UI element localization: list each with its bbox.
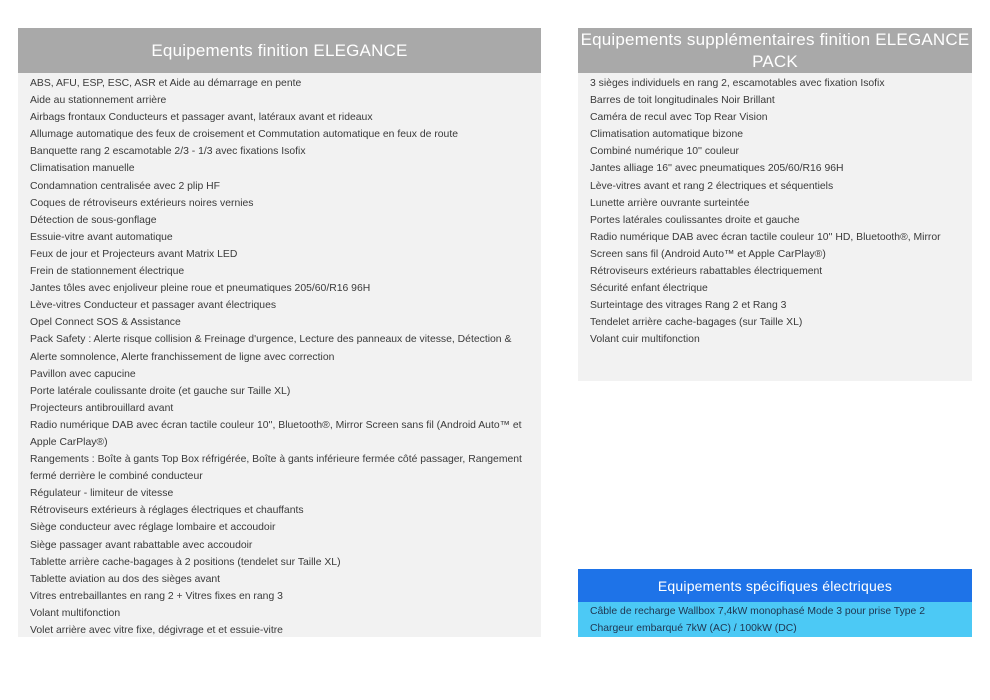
- list-item: Essuie-vitre avant automatique: [30, 231, 173, 243]
- elegance-equipment-list: [18, 73, 541, 637]
- list-item: Combiné numérique 10'' couleur: [590, 146, 739, 158]
- list-item: Portes latérales coulissantes droite et gauche: [590, 214, 800, 226]
- list-item: Banquette rang 2 escamotable 2/3 - 1/3 avec fixations Isofix: [30, 146, 306, 158]
- list-item: Radio numérique DAB avec écran tactile couleur 10'' HD, Bluetooth®, Mirror Screen sans fil (Android Auto™ et Apple CarPlay®): [590, 231, 941, 260]
- list-item: 3 sièges individuels en rang 2, escamotables avec fixation Isofix: [590, 78, 885, 89]
- list-item: Frein de stationnement électrique: [30, 266, 185, 278]
- list-item: Tablette arrière cache-bagages à 2 positions (tendelet sur Taille XL): [30, 556, 341, 568]
- list-item: Climatisation manuelle: [30, 163, 135, 175]
- list-item: Tendelet arrière cache-bagages (sur Taille XL): [590, 317, 803, 329]
- electric-equipment-panel: [578, 569, 972, 637]
- electric-equipment-list: [578, 602, 972, 637]
- list-item: Volant cuir multifonction: [590, 334, 700, 346]
- list-item: Caméra de recul avec Top Rear Vision: [590, 112, 768, 124]
- list-item: Lève-vitres avant et rang 2 électriques et séquentiels: [590, 180, 834, 192]
- list-item: Feux de jour et Projecteurs avant Matrix LED: [30, 248, 238, 260]
- elegance-pack-header: Equipements supplémentaires finition ELEGANCE PACK: [578, 28, 972, 73]
- elegance-pack-panel: [578, 28, 972, 381]
- list-item: Pack Safety : Alerte risque collision & Freinage d'urgence, Lecture des panneaux de vitesse, Détection & Alerte somnolence, Alerte franchissement de ligne avec correction: [30, 334, 512, 363]
- list-item: Jantes alliage 16'' avec pneumatiques 205/60/R16 96H: [590, 163, 844, 175]
- elegance-equipment-panel: [18, 28, 541, 637]
- list-item: Rétroviseurs extérieurs rabattables électriquement: [590, 266, 823, 278]
- list-item: Rétroviseurs extérieurs à réglages électriques et chauffants: [30, 505, 304, 517]
- list-item: Siège passager avant rabattable avec accoudoir: [30, 539, 253, 551]
- list-item: Sécurité enfant électrique: [590, 283, 708, 295]
- list-item: Coques de rétroviseurs extérieurs noires vernies: [30, 197, 254, 209]
- list-item: Barres de toit longitudinales Noir Brillant: [590, 95, 775, 107]
- list-item: Opel Connect SOS & Assistance: [30, 317, 181, 329]
- list-item: Chargeur embarqué 7kW (AC) / 100kW (DC): [590, 623, 797, 635]
- list-item: Volet arrière avec vitre fixe, dégivrage et et essuie-vitre: [30, 625, 283, 636]
- list-item: Radio numérique DAB avec écran tactile couleur 10'', Bluetooth®, Mirror Screen sans fil (Android Auto™ et Apple CarPlay®): [30, 419, 522, 448]
- electric-header: Equipements spécifiques électriques: [578, 569, 972, 602]
- list-item: Câble de recharge Wallbox 7,4kW monophasé Mode 3 pour prise Type 2: [590, 606, 925, 617]
- list-item: Climatisation automatique bizone: [590, 129, 744, 141]
- list-item: Airbags frontaux Conducteurs et passager avant, latéraux avant et rideaux: [30, 112, 373, 124]
- list-item: Condamnation centralisée avec 2 plip HF: [30, 180, 221, 192]
- list-item: Régulateur - limiteur de vitesse: [30, 488, 174, 500]
- list-item: Vitres entrebaillantes en rang 2 + Vitres fixes en rang 3: [30, 590, 283, 602]
- list-item: Projecteurs antibrouillard avant: [30, 402, 174, 414]
- elegance-header: Equipements finition ELEGANCE: [18, 28, 541, 73]
- list-item: Lunette arrière ouvrante surteintée: [590, 197, 750, 209]
- list-item: Rangements : Boîte à gants Top Box réfrigérée, Boîte à gants inférieure fermée côté passager, Rangement fermé derrière le combiné conducteur: [30, 454, 522, 483]
- list-item: ABS, AFU, ESP, ESC, ASR et Aide au démarrage en pente: [30, 78, 302, 89]
- list-item: Tablette aviation au dos des sièges avant: [30, 573, 221, 585]
- elegance-pack-list: [578, 73, 972, 381]
- list-item: Volant multifonction: [30, 607, 121, 619]
- list-item: Allumage automatique des feux de croisement et Commutation automatique en feux de route: [30, 129, 458, 141]
- list-item: Surteintage des vitrages Rang 2 et Rang 3: [590, 300, 787, 312]
- list-item: Porte latérale coulissante droite (et gauche sur Taille XL): [30, 385, 291, 397]
- list-item: Détection de sous-gonflage: [30, 214, 157, 226]
- list-item: Lève-vitres Conducteur et passager avant électriques: [30, 300, 277, 312]
- list-item: Aide au stationnement arrière: [30, 95, 167, 107]
- list-item: Pavillon avec capucine: [30, 368, 136, 380]
- list-item: Siège conducteur avec réglage lombaire et accoudoir: [30, 522, 276, 534]
- list-item: Jantes tôles avec enjoliveur pleine roue et pneumatiques 205/60/R16 96H: [30, 283, 371, 295]
